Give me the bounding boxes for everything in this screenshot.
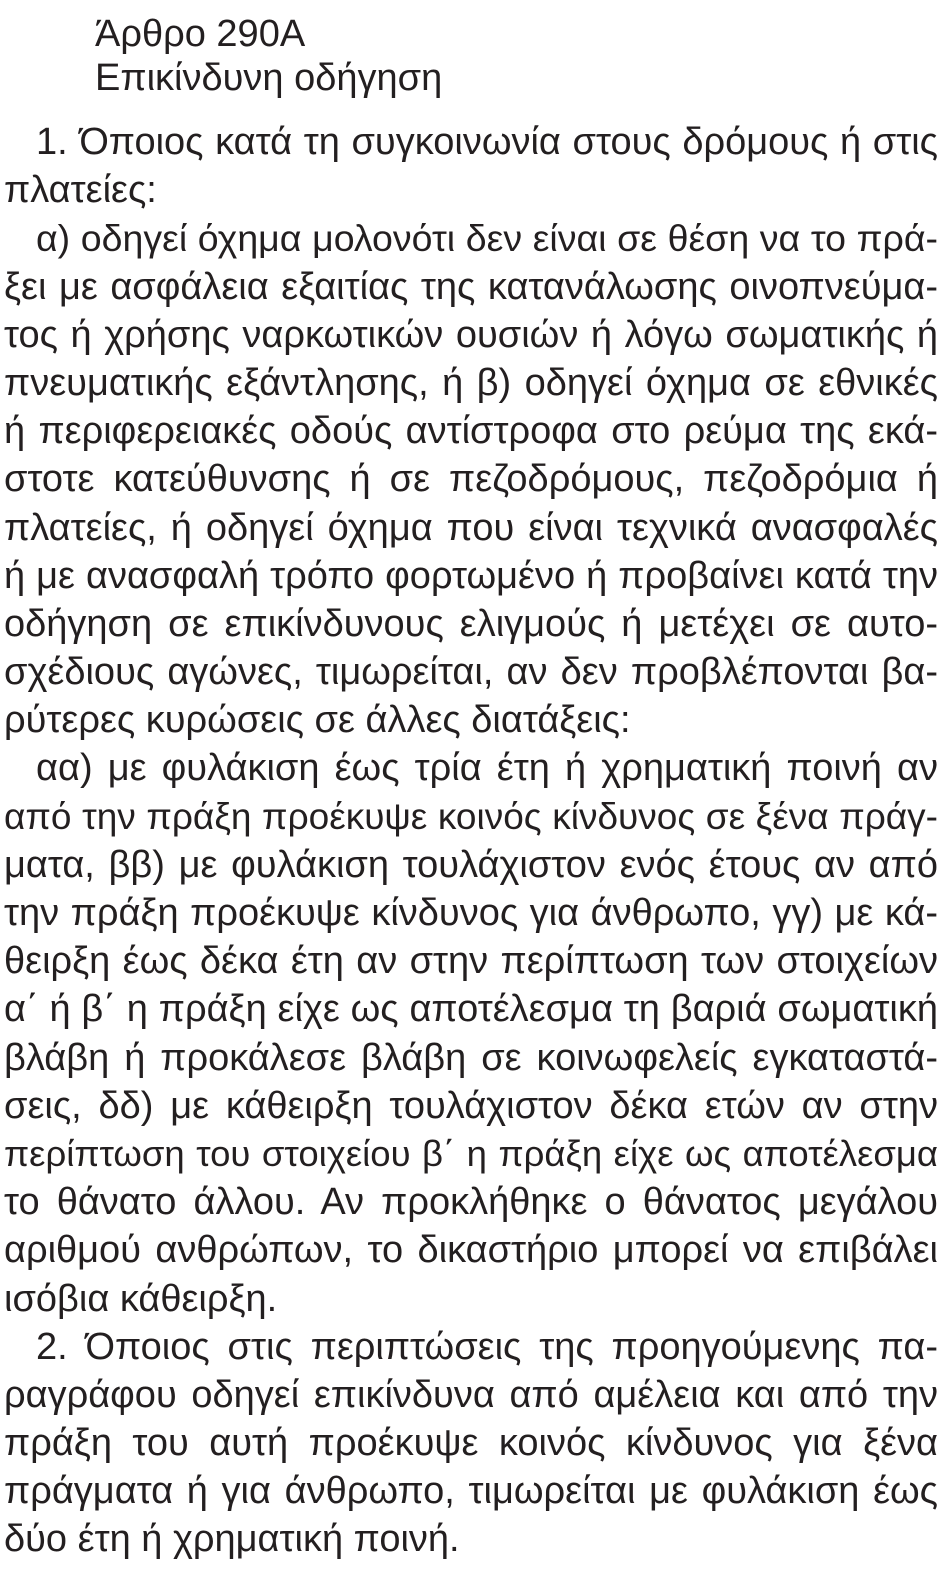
text-line: 1. Όποιος κατά τη συγκοινωνία στους δρόμους ή στις [36,121,938,163]
text-line: πλατείες: [4,169,157,212]
text-line: σχέδιους αγώνες, τιμωρείται, αν δεν προβλέπονται βα- [4,651,938,694]
article-body [4,118,938,1564]
text-line: από την πράξη προέκυψε κοινός κίνδυνος σε ξένα πράγ- [4,795,938,837]
text-line: περίπτωση του στοιχείου β΄ η πράξη είχε ως αποτέλεσμα [4,1132,938,1174]
text-line: ρύτερες κυρώσεις σε άλλες διατάξεις: [4,699,631,742]
text-line: πράγματα ή για άνθρωπο, τιμωρείται με φυλάκιση έως [4,1470,938,1513]
text-line: ματα, ββ) με φυλάκιση τουλάχιστον ενός έτους αν από [4,843,938,886]
text-line: πνευματικής εξάντλησης, ή β) οδηγεί όχημα σε εθνικές [4,361,938,404]
text-line: α΄ ή β΄ η πράξη είχε ως αποτέλεσμα τη βαριά σωματική [4,988,938,1031]
text-line: δύο έτη ή χρηματική ποινή. [4,1518,460,1561]
text-line: αριθμού ανθρώπων, το δικαστήριο μπορεί να επιβάλει [4,1229,938,1272]
text-line: τος ή χρήσης ναρκωτικών ουσιών ή λόγω σωματικής ή [4,313,938,356]
text-line: 2. Όποιος στις περιπτώσεις της προηγούμενης πα- [36,1325,938,1368]
text-line: θειρξη έως δέκα έτη αν στην περίπτωση των στοιχείων [4,940,938,983]
text-line: στοτε κατεύθυνσης ή σε πεζοδρόμους, πεζοδρόμια ή [4,458,938,501]
article-heading [95,12,442,100]
text-line: ισόβια κάθειρξη. [4,1277,278,1320]
text-line: ή περιφερειακές οδούς αντίστροφα στο ρεύμα της εκά- [4,410,938,453]
text-line: ξει με ασφάλεια εξαιτίας της κατανάλωσης οινοπνεύμα- [4,265,938,308]
text-line: το θάνατο άλλου. Αν προκλήθηκε ο θάνατος μεγάλου [4,1181,938,1224]
text-line: αα) με φυλάκιση έως τρία έτη ή χρηματική ποινή αν [36,747,938,790]
text-line: την πράξη προέκυψε κίνδυνος για άνθρωπο, γγ) με κά- [4,892,938,934]
text-line: οδήγηση σε επικίνδυνους ελιγμούς ή μετέχει σε αυτο- [4,602,938,645]
text-line: σεις, δδ) με κάθειρξη τουλάχιστον δέκα ετών αν στην [4,1084,938,1127]
article-title: Επικίνδυνη οδήγηση [95,57,443,99]
text-line: βλάβη ή προκάλεσε βλάβη σε κοινωφελείς εγκαταστά- [4,1036,938,1079]
text-line: ραγράφου οδηγεί επικίνδυνα από αμέλεια και από την [4,1373,938,1416]
text-line: πλατείες, ή οδηγεί όχημα που είναι τεχνικά ανασφαλές [4,506,938,549]
text-line: α) οδηγεί όχημα μολονότι δεν είναι σε θέση να το πρά- [36,217,938,260]
article-number: Άρθρο 290Α [95,13,306,55]
text-line: πράξη του αυτή προέκυψε κοινός κίνδυνος για ξένα [4,1422,938,1465]
text-line: ή με ανασφαλή τρόπο φορτωμένο ή προβαίνει κατά την [4,554,938,597]
